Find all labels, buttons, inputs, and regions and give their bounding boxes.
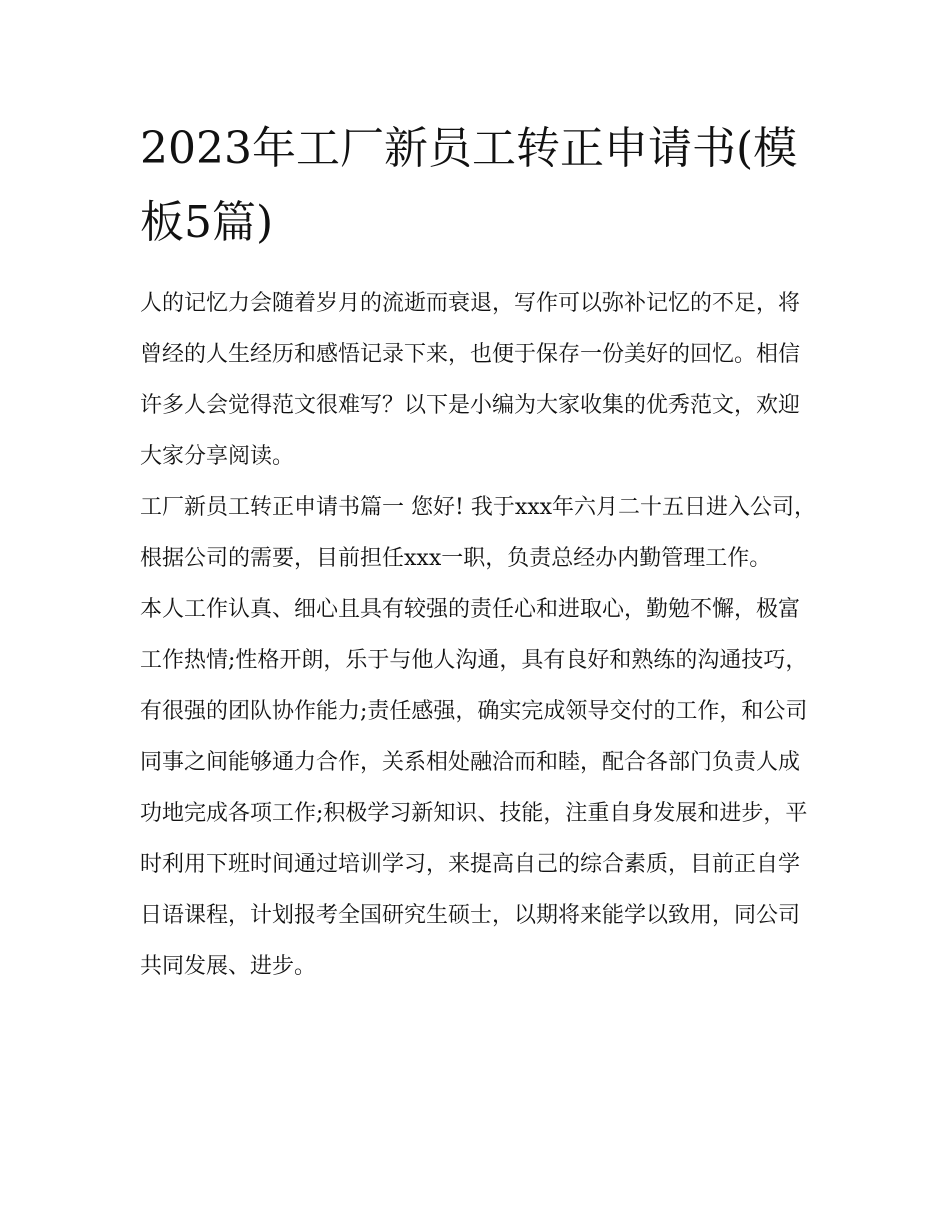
section-one-paragraph: 工厂新员工转正申请书篇一 您好! 我于xxx年六月二十五日进入公司，根据公司的需要，目前担任xxx一职，负责总经办内勤管理工作。 [140,495,817,571]
document-body [140,278,820,992]
work-performance-paragraph: 本人工作认真、细心且具有较强的责任心和进取心，勤勉不懈，极富工作热情;性格开朗，乐于与他人沟通，具有良好和熟练的沟通技巧，有很强的团队协作能力;责任感强，确实完成领导交付的工作，和公司同事之间能够通力合作，关系相处融洽而和睦，配合各部门负责人成功地完成各项工作;积极学习新知识、技能，注重自身发展和进步，平时利用下班时间通过培训学习，来提高自己的综合素质，目前正自学日语课程，计划报考全国研究生硕士，以期将来能学以致用，同公司共同发展、进步。 [140,597,808,979]
document-title: 2023年工厂新员工转正申请书(模板5篇) [140,123,798,248]
intro-paragraph: 人的记忆力会随着岁月的流逝而衰退，写作可以弥补记忆的不足，将曾经的人生经历和感悟记录下来，也便于保存一份美好的回忆。相信许多人会觉得范文很难写？以下是小编为大家收集的优秀范文，欢迎大家分享阅读。 [140,291,801,469]
